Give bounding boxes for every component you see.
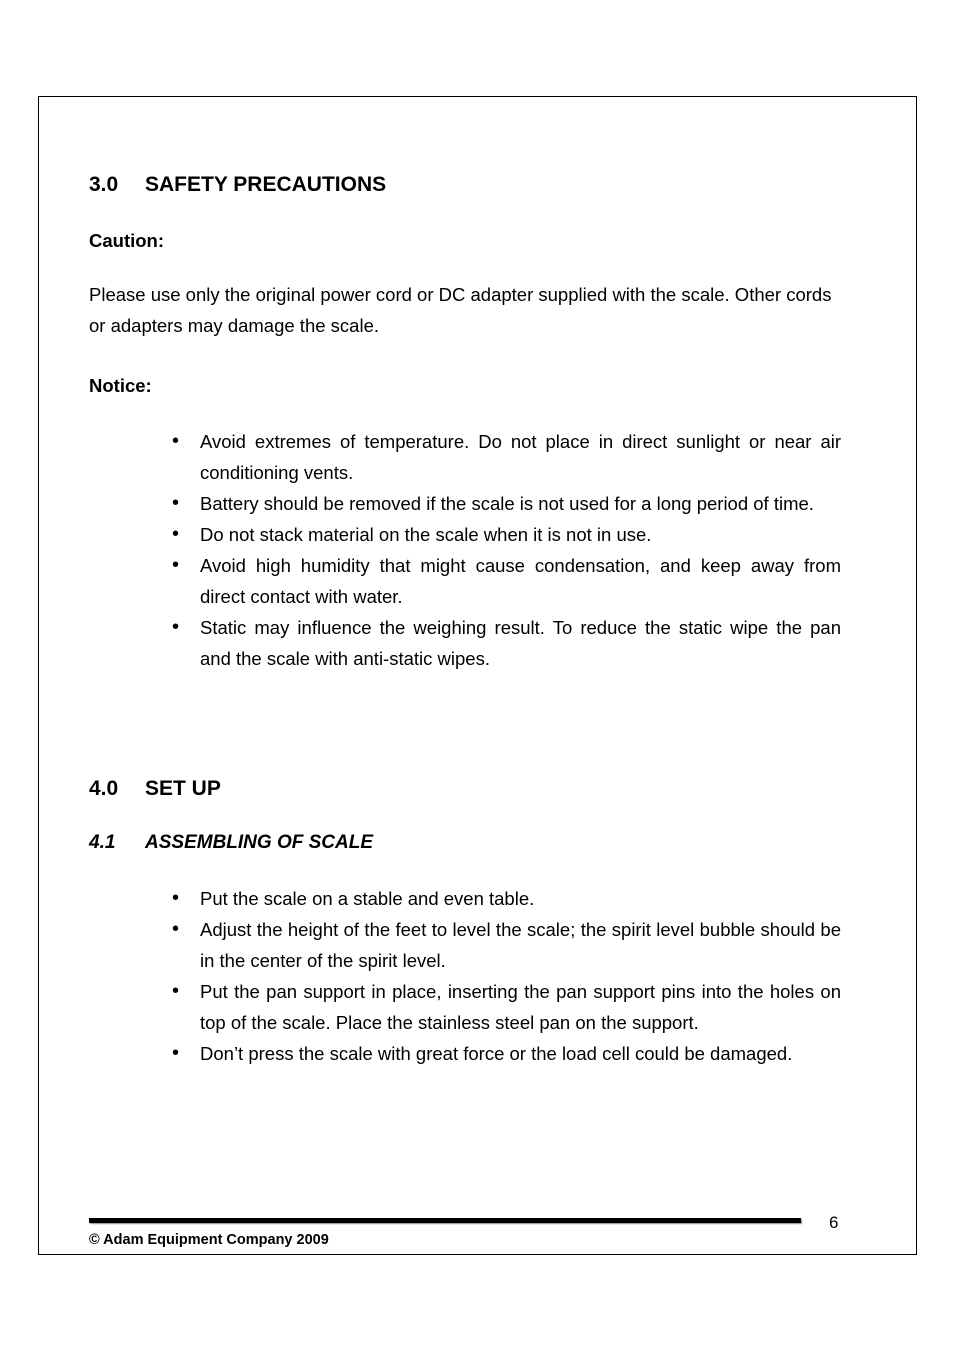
list-item: • Adjust the height of the feet to level the scale; the spirit level bubble should be in the center of the spirit level. [172,914,841,976]
copyright-text: © Adam Equipment Company 2009 [89,1232,329,1248]
section-4-1-heading [89,832,373,854]
list-item: • Avoid high humidity that might cause condensation, and keep away from direct contact with water. [172,550,841,612]
list-item: • Put the scale on a stable and even table. [172,883,841,914]
notice-list [172,426,841,674]
page-number: 6 [829,1213,839,1232]
section-3-title: SAFETY PRECAUTIONS [145,173,387,196]
section-4-1-title: ASSEMBLING OF SCALE [145,832,374,853]
list-item: • Don’t press the scale with great force or the load cell could be damaged. [172,1038,841,1069]
section-4-1-number: 4.1 [89,832,116,853]
page-frame [38,96,917,1255]
list-item: • Avoid extremes of temperature. Do not place in direct sunlight or near air conditioning vents. [172,426,841,488]
list-item: • Do not stack material on the scale when it is not in use. [172,519,841,550]
notice-label: Notice: [89,375,152,396]
list-item: • Battery should be removed if the scale is not used for a long period of time. [172,488,841,519]
list-item: • Put the pan support in place, inserting the pan support pins into the holes on top of the scale. Place the stainless steel pan on the support. [172,976,841,1038]
list-item: • Static may influence the weighing result. To reduce the static wipe the pan and the scale with anti-static wipes. [172,612,841,674]
section-3-number: 3.0 [89,173,119,196]
setup-list [172,883,841,1069]
section-4-title: SET UP [145,777,221,800]
section-4-heading [89,777,221,801]
caution-label: Caution: [89,230,165,251]
section-4-number: 4.0 [89,777,119,800]
section-3-heading [89,173,386,197]
footer-rule [89,1218,801,1223]
caution-text: Please use only the original power cord or DC adapter supplied with the scale. Other cords or adapters may damage the scale. [89,284,832,336]
